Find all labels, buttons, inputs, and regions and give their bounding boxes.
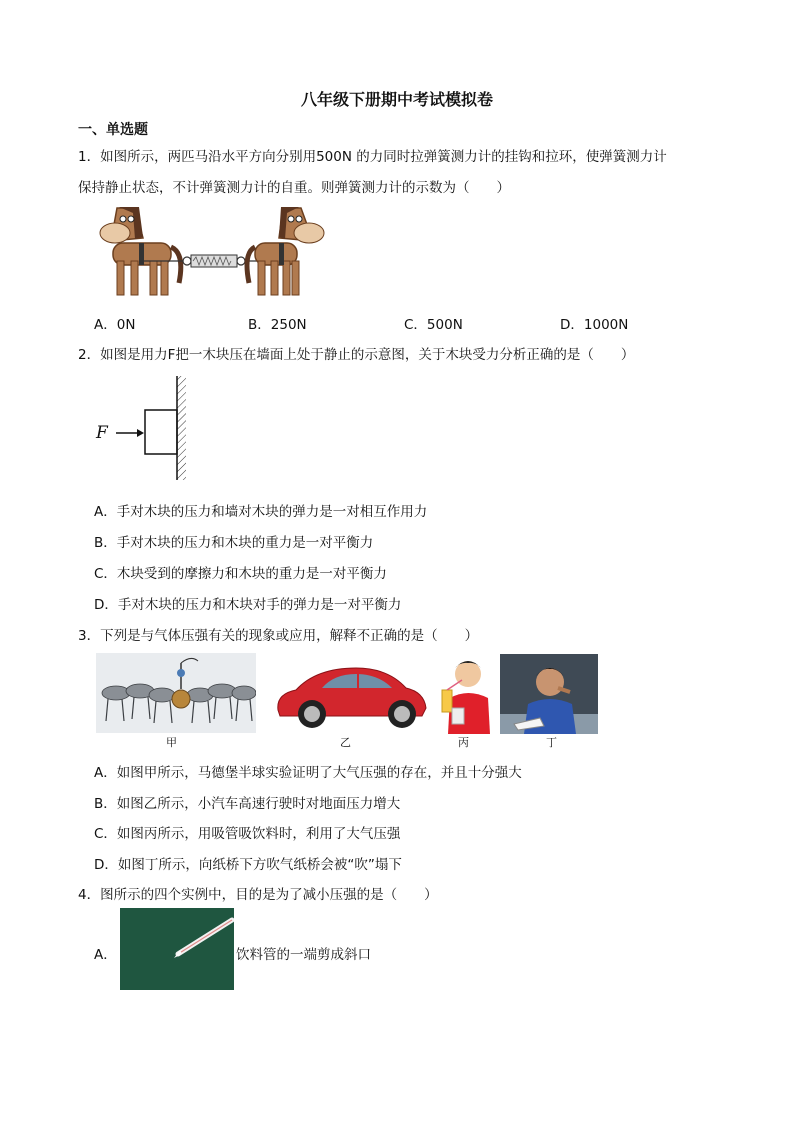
- q1-option-d[interactable]: D．1000N: [560, 317, 629, 333]
- caption-ding: 丁: [546, 736, 557, 749]
- q3-image-bing: [432, 654, 494, 734]
- right-horse-icon: [247, 207, 324, 295]
- q1-horses-figure: [95, 203, 330, 299]
- q1-option-b[interactable]: B．250N: [248, 317, 307, 333]
- left-horse-icon: [100, 207, 181, 295]
- caption-jia: 甲: [166, 736, 177, 749]
- q3-image-jia: [96, 653, 256, 733]
- force-arrow-icon: [116, 429, 144, 437]
- q4-option-a-label[interactable]: A．: [94, 947, 117, 963]
- force-f-label: F: [96, 423, 108, 443]
- q2-option-a[interactable]: A．手对木块的压力和墙对木块的弹力是一对相互作用力: [94, 504, 428, 520]
- q2-option-c[interactable]: C．木块受到的摩擦力和木块的重力是一对平衡力: [94, 566, 387, 582]
- wall: [177, 376, 186, 480]
- q1-option-a[interactable]: A．0N: [94, 317, 136, 333]
- q2-option-d[interactable]: D．手对木块的压力和木块对手的弹力是一对平衡力: [94, 597, 402, 613]
- q4-text-line1: 4．图所示的四个实例中，目的是为了减小压强的是（ ）: [78, 887, 438, 903]
- q3-image-ding: [500, 654, 598, 734]
- caption-bing: 丙: [458, 736, 469, 749]
- hemisphere-icon: [172, 690, 190, 708]
- q3-text-line1: 3．下列是与气体压强有关的现象或应用，解释不正确的是（ ）: [78, 628, 479, 644]
- q3-option-c[interactable]: C．如图丙所示，用吸管吸饮料时，利用了大气压强: [94, 826, 401, 842]
- q2-text-line1: 2．如图是用力F把一木块压在墙面上处于静止的示意图，关于木块受力分析正确的是（ ）: [78, 347, 635, 363]
- q1-text-line1: 1．如图所示，两匹马沿水平方向分别用500N 的力同时拉弹簧测力计的挂钩和拉环，使弹簧测力计: [78, 149, 667, 165]
- caption-yi: 乙: [340, 736, 351, 749]
- page-title: 八年级下册期中考试模拟卷: [300, 90, 493, 109]
- q2-wall-block-figure: [112, 374, 192, 484]
- q3-image-yi: [272, 654, 430, 734]
- q4-option-a-text[interactable]: 饮料管的一端剪成斜口: [236, 947, 371, 963]
- q2-option-b[interactable]: B．手对木块的压力和木块的重力是一对平衡力: [94, 535, 374, 551]
- wooden-block: [145, 410, 177, 454]
- q3-option-b[interactable]: B．如图乙所示，小汽车高速行驶时对地面压力增大: [94, 796, 401, 812]
- q1-text-line2: 保持静止状态，不计弹簧测力计的自重。则弹簧测力计的示数为（ ）: [78, 180, 510, 196]
- q3-option-d[interactable]: D．如图丁所示，向纸桥下方吹气纸桥会被“吹”塌下: [94, 857, 402, 873]
- q4-straw-image: [120, 908, 234, 990]
- q3-option-a[interactable]: A．如图甲所示，马德堡半球实验证明了大气压强的存在，并且十分强大: [94, 765, 522, 781]
- section-heading: 一、单选题: [78, 122, 148, 138]
- q1-option-c[interactable]: C．500N: [404, 317, 463, 333]
